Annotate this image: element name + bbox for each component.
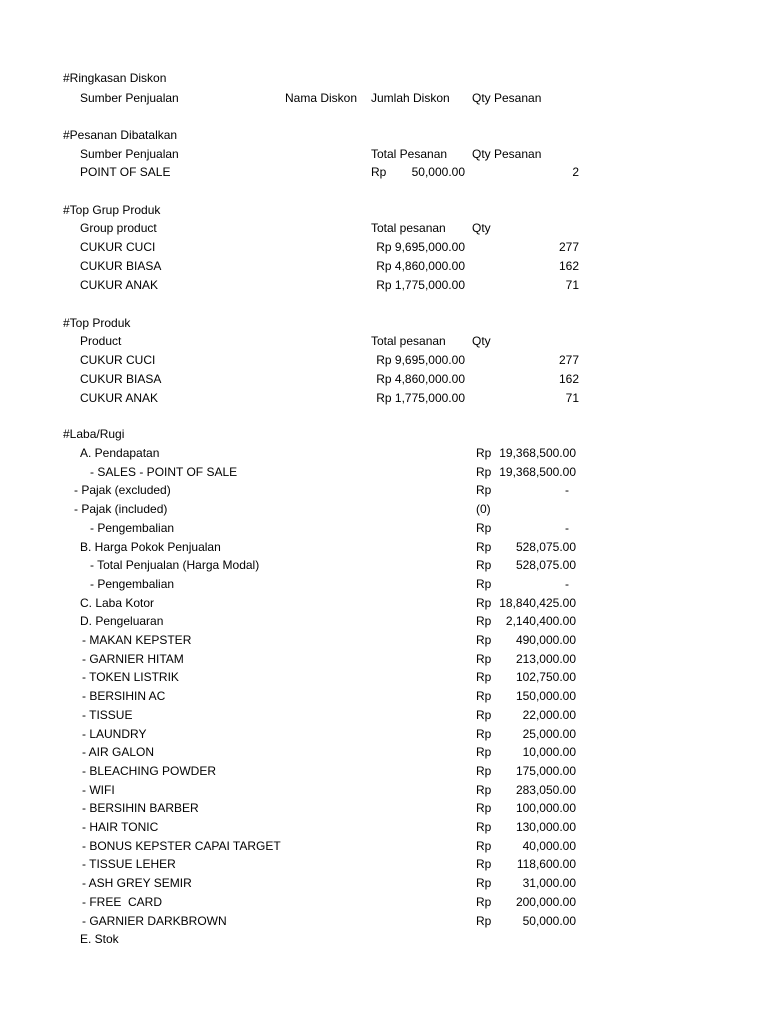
pl-label: - ASH GREY SEMIR	[82, 876, 192, 891]
cell-total: Rp 4,860,000.00	[376, 372, 465, 386]
column-header-discount-amount: Jumlah Diskon	[371, 91, 450, 105]
cell-qty: 2	[572, 165, 579, 179]
cell-name: CUKUR ANAK	[80, 391, 159, 405]
pl-label: - Pengembalian	[90, 576, 175, 591]
table-header	[0, 89, 768, 107]
pl-label: - BONUS KEPSTER CAPAI TARGET	[82, 838, 281, 853]
pl-currency: Rp	[476, 446, 492, 460]
pl-row	[0, 743, 768, 761]
pl-currency: (0)	[476, 502, 491, 517]
table-header	[0, 219, 768, 237]
column-header-name: Group product	[80, 221, 157, 235]
pl-currency: Rp	[476, 913, 492, 928]
pl-currency: Rp	[476, 576, 492, 591]
cell-name: CUKUR CUCI	[80, 353, 156, 367]
pl-label: - BERSIHIN AC	[82, 689, 166, 704]
pl-amount: 213,000.00	[515, 651, 576, 666]
table-row	[0, 389, 768, 407]
table-row	[0, 163, 768, 181]
pl-currency: Rp	[476, 558, 492, 573]
column-header-discount-name: Nama Diskon	[285, 91, 358, 105]
cell-name: CUKUR BIASA	[80, 372, 162, 386]
pl-label: - GARNIER DARKBROWN	[82, 913, 227, 928]
section-heading	[0, 69, 768, 87]
pl-currency: Rp	[476, 857, 492, 872]
pl-amount: 19,368,500.00	[499, 446, 576, 460]
pl-currency: Rp	[476, 726, 492, 741]
pl-row	[0, 575, 768, 593]
pl-row	[0, 444, 768, 462]
table-row	[0, 351, 768, 369]
pl-row	[0, 594, 768, 612]
column-header-qty: Qty	[472, 221, 491, 235]
table-row	[0, 370, 768, 388]
pl-currency: Rp	[476, 651, 492, 666]
pl-label: - AIR GALON	[82, 745, 155, 760]
pl-currency: Rp	[476, 763, 492, 778]
pl-label: - Pengembalian	[90, 520, 175, 535]
table-header	[0, 145, 768, 163]
column-header-qty: Qty Pesanan	[472, 147, 542, 161]
column-header-total: Total pesanan	[371, 221, 446, 235]
cell-qty: 162	[558, 372, 579, 386]
section-title: #Top Grup Produk	[63, 203, 161, 217]
pl-label: D. Pengeluaran	[80, 614, 164, 629]
pl-amount: 102,750.00	[515, 670, 576, 685]
pl-row	[0, 837, 768, 855]
pl-row	[0, 706, 768, 724]
pl-currency: Rp	[476, 745, 492, 760]
section-heading	[0, 425, 768, 443]
pl-amount: 528,075.00	[515, 558, 576, 573]
column-header-total: Total pesanan	[371, 334, 446, 348]
pl-amount: 40,000.00	[522, 838, 576, 853]
pl-row	[0, 650, 768, 668]
pl-label: - Pajak (included)	[74, 502, 168, 517]
pl-currency: Rp	[476, 707, 492, 722]
pl-currency: Rp	[476, 464, 492, 479]
pl-amount: 2,140,400.00	[505, 614, 576, 629]
pl-label: - TOKEN LISTRIK	[82, 670, 179, 685]
pl-row	[0, 912, 768, 930]
pl-label: - FREE CARD	[82, 894, 163, 909]
pl-currency: Rp	[476, 820, 492, 834]
pl-row	[0, 762, 768, 780]
section-title: #Laba/Rugi	[63, 427, 125, 441]
pl-amount: 118,600.00	[516, 857, 576, 872]
pl-currency: Rp	[476, 633, 492, 647]
cell-total: Rp 9,695,000.00	[376, 240, 465, 254]
cell-qty: 71	[565, 391, 579, 405]
pl-label: E. Stok	[80, 932, 119, 947]
pl-currency: Rp	[476, 670, 492, 685]
table-row	[0, 238, 768, 256]
pl-amount: -	[565, 520, 569, 535]
pl-currency: Rp	[476, 838, 492, 853]
cell-amount: 50,000.00	[411, 165, 465, 179]
cell-total: Rp 9,695,000.00	[376, 353, 465, 367]
pl-row	[0, 500, 768, 518]
column-header-qty: Qty Pesanan	[472, 91, 542, 105]
pl-row	[0, 781, 768, 799]
cell-qty: 277	[558, 353, 579, 367]
pl-amount: 10,000.00	[522, 745, 576, 760]
pl-currency: Rp	[476, 801, 492, 816]
section-heading	[0, 201, 768, 219]
pl-row	[0, 687, 768, 705]
pl-amount: 25,000.00	[522, 726, 576, 741]
pl-label: - BERSIHIN BARBER	[82, 801, 199, 816]
pl-label: C. Laba Kotor	[80, 595, 155, 610]
pl-currency: Rp	[476, 782, 492, 797]
pl-currency: Rp	[476, 614, 492, 629]
pl-row	[0, 519, 768, 537]
cell-qty: 162	[558, 259, 579, 273]
cell-currency: Rp	[371, 165, 387, 179]
pl-label: - GARNIER HITAM	[82, 651, 184, 666]
pl-row	[0, 631, 768, 649]
section-heading	[0, 314, 768, 332]
column-header-qty: Qty	[472, 334, 491, 348]
pl-currency: Rp	[476, 689, 492, 704]
pl-amount: 19,368,500.00	[499, 464, 576, 479]
pl-label: - LAUNDRY	[82, 726, 147, 741]
pl-currency: Rp	[476, 539, 492, 554]
pl-currency: Rp	[476, 876, 492, 891]
pl-currency: Rp	[476, 483, 492, 498]
pl-amount: 283,050.00	[515, 782, 576, 797]
pl-row	[0, 463, 768, 481]
section-title: #Top Produk	[63, 316, 131, 330]
cell-total: Rp 4,860,000.00	[376, 259, 465, 273]
pl-currency: Rp	[476, 520, 492, 535]
pl-amount: 175,000.00	[515, 763, 576, 778]
cell-name: CUKUR BIASA	[80, 259, 162, 273]
pl-label: - MAKAN KEPSTER	[82, 633, 192, 647]
pl-currency: Rp	[476, 595, 492, 610]
pl-label: - Total Penjualan (Harga Modal)	[90, 558, 260, 573]
pl-amount: 31,000.00	[522, 876, 576, 891]
cell-total: Rp 1,775,000.00	[376, 391, 465, 405]
pl-amount: 490,000.00	[515, 633, 576, 647]
pl-row	[0, 893, 768, 911]
cell-qty: 71	[565, 278, 579, 292]
pl-row	[0, 799, 768, 817]
section-title: #Ringkasan Diskon	[63, 71, 167, 85]
pl-label: - TISSUE	[82, 707, 133, 722]
pl-label: - TISSUE LEHER	[82, 857, 176, 872]
pl-label: - HAIR TONIC	[82, 820, 159, 834]
pl-amount: 130,000.00	[515, 820, 576, 834]
section-heading	[0, 126, 768, 144]
section-title: #Pesanan Dibatalkan	[63, 128, 178, 142]
pl-amount: 200,000.00	[515, 894, 576, 909]
pl-amount: -	[565, 483, 569, 498]
pl-row	[0, 874, 768, 892]
pl-row	[0, 556, 768, 574]
table-row	[0, 276, 768, 294]
table-header	[0, 332, 768, 350]
pl-amount: 22,000.00	[522, 707, 576, 722]
pl-label: - BLEACHING POWDER	[82, 763, 217, 778]
cell-qty: 277	[558, 240, 579, 254]
pl-row	[0, 855, 768, 873]
pl-label: - WIFI	[82, 782, 115, 797]
cell-name: CUKUR ANAK	[80, 278, 159, 292]
pl-amount: 50,000.00	[522, 913, 576, 928]
pl-amount: 150,000.00	[515, 689, 576, 704]
pl-amount: 18,840,425.00	[499, 595, 576, 610]
cell-source: POINT OF SALE	[80, 165, 171, 179]
pl-row	[0, 725, 768, 743]
pl-row	[0, 612, 768, 630]
column-header-total: Total Pesanan	[371, 147, 448, 161]
cell-name: CUKUR CUCI	[80, 240, 156, 254]
pl-label: - Pajak (excluded)	[74, 483, 171, 498]
pl-row	[0, 930, 768, 948]
column-header-source: Sumber Penjualan	[80, 147, 179, 161]
pl-label: - SALES - POINT OF SALE	[90, 464, 238, 479]
pl-row	[0, 538, 768, 556]
pl-amount: 528,075.00	[515, 539, 576, 554]
pl-row	[0, 818, 768, 836]
pl-row	[0, 481, 768, 499]
table-row	[0, 257, 768, 275]
pl-amount: -	[565, 576, 569, 591]
pl-amount: 100,000.00	[515, 801, 576, 816]
pl-currency: Rp	[476, 894, 492, 909]
column-header-name: Product	[80, 334, 122, 348]
column-header-source: Sumber Penjualan	[80, 91, 179, 105]
pl-label: B. Harga Pokok Penjualan	[80, 539, 221, 554]
cell-total: Rp 1,775,000.00	[376, 278, 465, 292]
pl-label: A. Pendapatan	[80, 446, 160, 460]
pl-row	[0, 668, 768, 686]
